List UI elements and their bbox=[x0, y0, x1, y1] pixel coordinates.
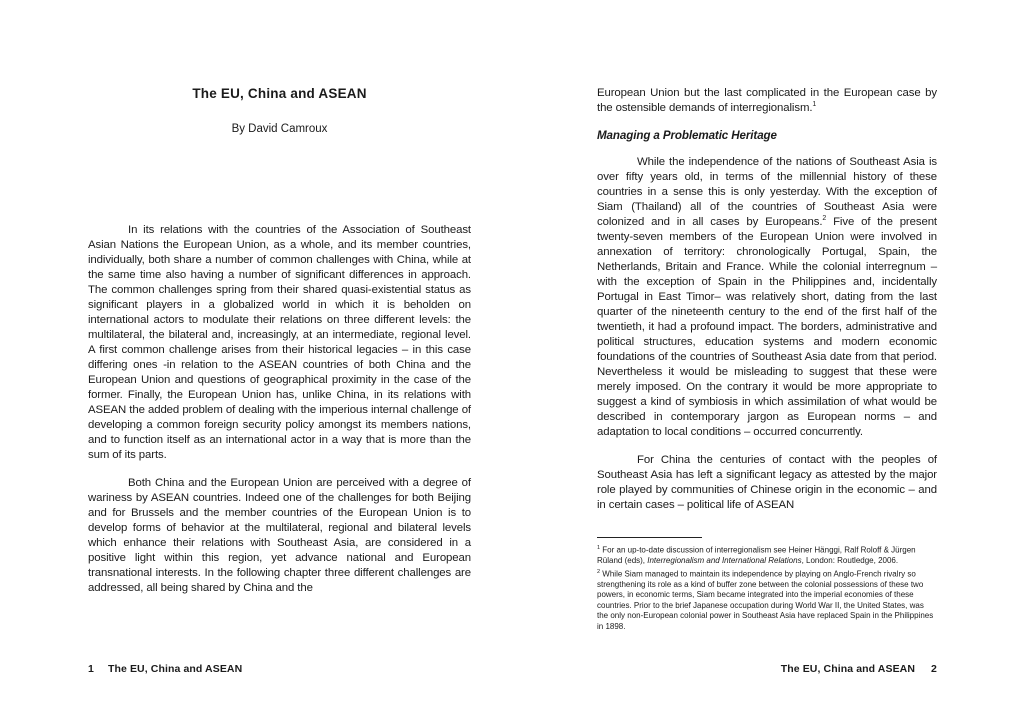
running-title: The EU, China and ASEAN bbox=[780, 663, 916, 675]
footnote-2 bbox=[597, 567, 937, 633]
footnote-ref-2: 2 bbox=[822, 215, 827, 223]
page-title: The EU, China and ASEAN bbox=[192, 86, 367, 101]
page-left bbox=[88, 0, 471, 724]
page-footer-left bbox=[88, 663, 242, 675]
page-number: 2 bbox=[931, 663, 937, 675]
page-footer-right bbox=[781, 663, 937, 675]
page-number: 1 bbox=[88, 663, 94, 675]
section-heading: Managing a Problematic Heritage bbox=[597, 129, 777, 142]
footnote-1-tail: , London: Routledge, 2006. bbox=[801, 556, 899, 566]
footnote-1-book-title: Interregionalism and International Relations bbox=[647, 556, 802, 566]
byline: By David Camroux bbox=[231, 123, 328, 135]
paragraph-2: Both China and the European Union are perceived with a degree of wariness by ASEAN countries. Indeed one of the challenges for both Beijing and for Brussels and the member countries of the European Union is to develop forms of behavior at the multilateral, regional and bilateral levels which enhance their relations with Southeast Asia, are considered in a positive light within this region, yet advance national and European transnational interests. In the following chapter three different challenges are addressed, all being shared by China and the bbox=[88, 477, 471, 594]
paragraph-1: In its relations with the countries of the Association of Southeast Asian Nations the European Union, as a whole, and its member countries, individually, both share a number of common challenges with China, while at the same time also having a number of significant differences in approach. The common challenges spring from their shared quasi-existential status as significant players in a globalized world in which it is beholden on international actors to modulate their relations on three different levels: the multilateral, the bilateral and, increasingly, at an intermediate, regional level. A first common challenge arises from their historical legacies – in this case differing ones -in relation to the ASEAN countries of both China and the European Union and questions of geographical proximity in the case of the former. Finally, the European Union has, unlike China, in its relations with ASEAN the added problem of dealing with the imperious internal challenge of developing a common foreign security policy amongst its members nations, and to function itself as an international actor in a way that is more than the sum of its parts. bbox=[88, 224, 471, 461]
paragraph-3 bbox=[597, 155, 937, 440]
page-right bbox=[597, 0, 937, 724]
paragraph-3-part2: Five of the present twenty-seven members of the European Union were involved in annexation of territory: chronologically Portugal, Spain, the Netherlands, Britain and France. While the colonial interregnum – with the exception of Spain in the Philippines and, incidentally Portugal in East Timor– was relatively short, dating from the last quarter of the nineteenth century to the end of the first half of the twentieth, it had a profound impact. The borders, administrative and political structures, education systems and modern economic foundations of the countries of Southeast Asia date from that period. Nevertheless it would be misleading to suggest that these were merely imposed. On the contrary it would be more appropriate to suggest a kind of symbiosis in which assimilation of what would be described in contemporary jargon as European norms – and adaptation to local conditions – occurred concurrently. bbox=[597, 216, 937, 438]
footnote-ref-1: 1 bbox=[812, 101, 817, 109]
running-title: The EU, China and ASEAN bbox=[107, 663, 243, 675]
footnote-2-marker: 2 bbox=[597, 568, 601, 575]
footnote-1-marker: 1 bbox=[597, 545, 601, 551]
continuation-paragraph bbox=[597, 86, 937, 116]
footnote-1 bbox=[597, 543, 937, 567]
paragraph-4: For China the centuries of contact with the peoples of Southeast Asia has left a significant legacy as attested by the major role played by communities of Chinese origin in the economic – and in certain cases – political life of ASEAN bbox=[597, 454, 937, 511]
footnote-2-text: While Siam managed to maintain its independence by playing on Anglo-French rivalry so strengthening its role as a kind of buffer zone between the colonial possessions of these two powers, in economic terms, Siam became integrated into the imperial economies of these countries. Prior to the brief Japanese occupation during World War II, the United States, was the only non-European colonial power in Southeast Asia have replaced Spain in the Philippines in 1898. bbox=[597, 569, 934, 631]
footnote-separator bbox=[597, 537, 702, 538]
footnote-block bbox=[597, 537, 937, 632]
paragraph-3-part1: While the independence of the nations of Southeast Asia is over fifty years old, in terms of the millennial history of these countries in a sense this is only yesterday. With the exception of Siam (Thailand) all of the countries of Southeast Asia were colonized and in all cases by Europeans. bbox=[597, 156, 937, 228]
footnote-1-text: For an up-to-date discussion of interregionalism see Heiner Hänggi, Ralf Roloff & Jürgen Rüland (eds), bbox=[597, 545, 916, 566]
continuation-text: European Union but the last complicated in the European case by the ostensible demands of interregionalism. bbox=[597, 87, 937, 114]
